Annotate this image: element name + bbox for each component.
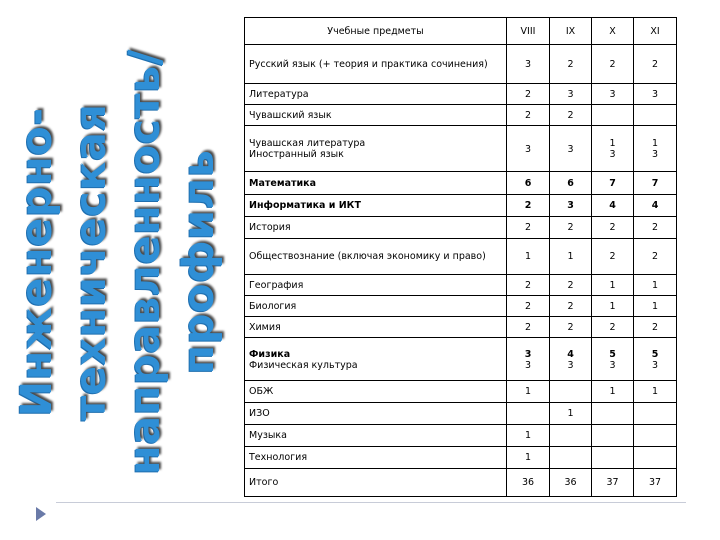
- subject-text: Чувашская литература: [249, 138, 366, 149]
- value-cell: 2: [507, 195, 550, 217]
- value-cell: 37: [634, 469, 677, 497]
- value-cell: 2: [507, 217, 550, 239]
- value-cell: 2: [592, 239, 634, 275]
- value-cell: [592, 403, 634, 425]
- value-cell: 2: [634, 317, 677, 338]
- value-cell: 6: [507, 172, 550, 195]
- table-row: [245, 381, 677, 403]
- subject-cell: Информатика и ИКТ: [245, 195, 507, 217]
- value-cell-pair: [634, 338, 677, 381]
- value-cell-pair: [550, 338, 592, 381]
- curriculum-table: [244, 17, 677, 497]
- subject-cell-pair: [245, 338, 507, 381]
- value-text: 3: [651, 149, 659, 160]
- header-grade-11: XI: [634, 18, 677, 45]
- value-cell: 3: [550, 195, 592, 217]
- value-cell: [592, 105, 634, 126]
- value-cell-pair: [507, 126, 550, 172]
- value-cell: 2: [592, 317, 634, 338]
- value-cell: 36: [550, 469, 592, 497]
- value-cell: 2: [507, 317, 550, 338]
- table-row: [245, 45, 677, 84]
- table-row: [245, 317, 677, 338]
- value-text: 3: [609, 149, 616, 160]
- value-cell: 2: [507, 275, 550, 296]
- subject-cell: Химия: [245, 317, 507, 338]
- subject-text: Иностранный язык: [249, 149, 344, 160]
- title-line-4: профиль: [174, 149, 224, 375]
- value-cell: 2: [550, 45, 592, 84]
- value-cell-pair: [507, 338, 550, 381]
- value-cell: 3: [550, 84, 592, 105]
- title-line-1: Инженерно-: [12, 107, 62, 417]
- value-cell: [634, 447, 677, 469]
- value-text: 5: [609, 348, 616, 360]
- table-row: [245, 425, 677, 447]
- title-text-block: [10, 42, 226, 482]
- vertical-title: [0, 0, 245, 540]
- value-cell-pair: [592, 338, 634, 381]
- header-grade-8: VIII: [507, 18, 550, 45]
- table-row: [245, 275, 677, 296]
- value-cell: 2: [550, 275, 592, 296]
- value-text: 4: [567, 348, 574, 360]
- value-text: 3: [524, 143, 532, 155]
- table-row: [245, 296, 677, 317]
- value-cell: [507, 403, 550, 425]
- value-cell: 1: [634, 381, 677, 403]
- value-text: 3: [524, 359, 532, 371]
- value-cell: 1: [634, 275, 677, 296]
- value-cell: 2: [592, 45, 634, 84]
- subject-text: Физическая культура: [249, 359, 358, 371]
- value-cell: 7: [634, 172, 677, 195]
- subject-cell: Обществознание (включая экономику и право): [245, 239, 507, 275]
- subject-cell: Математика: [245, 172, 507, 195]
- value-cell: 2: [634, 239, 677, 275]
- table-row: [245, 105, 677, 126]
- value-cell: 2: [550, 317, 592, 338]
- subject-cell: ОБЖ: [245, 381, 507, 403]
- value-cell-pair: [634, 126, 677, 172]
- value-cell: 37: [592, 469, 634, 497]
- value-cell: 2: [634, 217, 677, 239]
- subject-cell-pair: [245, 126, 507, 172]
- value-cell: 1: [507, 381, 550, 403]
- subject-cell: ИЗО: [245, 403, 507, 425]
- value-cell: 1: [550, 403, 592, 425]
- table-total-row: [245, 469, 677, 497]
- value-text: 3: [609, 359, 616, 371]
- value-text: 3: [651, 359, 659, 371]
- value-cell: 3: [634, 84, 677, 105]
- subject-cell: Технология: [245, 447, 507, 469]
- table-row: [245, 84, 677, 105]
- header-grade-9: IX: [550, 18, 592, 45]
- value-cell: 2: [507, 84, 550, 105]
- header-grade-10: X: [592, 18, 634, 45]
- value-cell: [634, 105, 677, 126]
- value-cell-pair: [592, 126, 634, 172]
- value-cell: [592, 447, 634, 469]
- value-text: 3: [567, 359, 574, 371]
- value-cell: 1: [592, 296, 634, 317]
- value-cell: [550, 425, 592, 447]
- value-cell: 1: [592, 275, 634, 296]
- value-cell: 7: [592, 172, 634, 195]
- value-cell: [634, 403, 677, 425]
- value-cell: 1: [634, 296, 677, 317]
- table-row: [245, 217, 677, 239]
- value-cell: [550, 381, 592, 403]
- value-cell: [550, 447, 592, 469]
- value-cell-pair: [550, 126, 592, 172]
- value-cell: 6: [550, 172, 592, 195]
- subject-cell: Чувашский язык: [245, 105, 507, 126]
- subject-cell: Биология: [245, 296, 507, 317]
- title-line-3: направленность/: [120, 49, 170, 475]
- value-cell: 2: [634, 45, 677, 84]
- subject-cell: Итого: [245, 469, 507, 497]
- value-cell: 2: [550, 217, 592, 239]
- value-cell: 1: [592, 381, 634, 403]
- footer-divider: [56, 502, 686, 503]
- table-row: [245, 172, 677, 195]
- table-row: [245, 403, 677, 425]
- value-cell: 3: [592, 84, 634, 105]
- header-subjects: Учебные предметы: [245, 18, 507, 45]
- value-cell: 1: [550, 239, 592, 275]
- subject-cell: Русский язык (+ теория и практика сочинения): [245, 45, 507, 84]
- value-text: 1: [609, 138, 616, 149]
- value-cell: 1: [507, 447, 550, 469]
- subject-cell: География: [245, 275, 507, 296]
- subject-cell: История: [245, 217, 507, 239]
- table-row-merged: [245, 338, 677, 381]
- value-text: 1: [651, 138, 659, 149]
- bullet-arrow-icon: [36, 507, 46, 521]
- table-row-merged: [245, 126, 677, 172]
- value-cell: 2: [592, 217, 634, 239]
- value-cell: 2: [507, 296, 550, 317]
- table-header-row: [245, 18, 677, 45]
- value-cell: 4: [592, 195, 634, 217]
- subject-cell: Литература: [245, 84, 507, 105]
- value-cell: 2: [507, 105, 550, 126]
- value-cell: 36: [507, 469, 550, 497]
- subject-cell: Музыка: [245, 425, 507, 447]
- value-cell: [592, 425, 634, 447]
- value-cell: [634, 425, 677, 447]
- value-cell: 3: [507, 45, 550, 84]
- value-cell: 1: [507, 239, 550, 275]
- value-cell: 2: [550, 296, 592, 317]
- table-row: [245, 239, 677, 275]
- value-text: 5: [651, 348, 659, 360]
- table-row: [245, 195, 677, 217]
- value-text: 3: [524, 348, 532, 360]
- subject-text: Физика: [249, 348, 291, 360]
- table-row: [245, 447, 677, 469]
- value-cell: 2: [550, 105, 592, 126]
- value-cell: 4: [634, 195, 677, 217]
- value-text: 3: [567, 143, 574, 155]
- value-cell: 1: [507, 425, 550, 447]
- title-line-2: техническая: [66, 103, 116, 421]
